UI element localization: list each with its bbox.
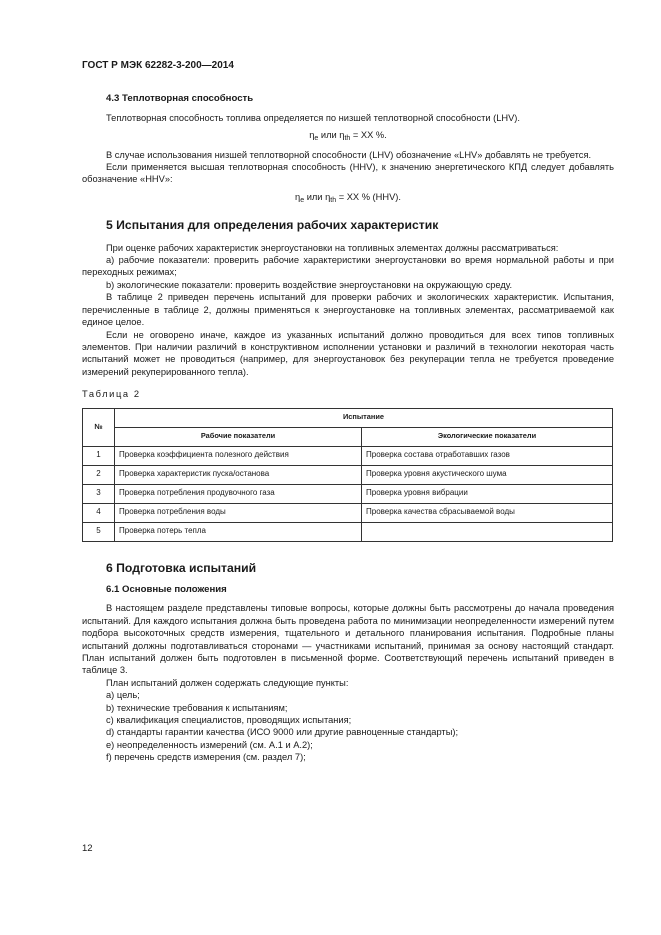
list-item: b) технические требования к испытаниям;	[106, 702, 288, 713]
eco-test: Проверка состава отработавших газов	[362, 446, 613, 465]
column-header-number: №	[83, 408, 115, 446]
paragraph: В случае использования низшей теплотворной способности (LHV) обозначение «LHV» добавлять не требуется.	[106, 149, 592, 160]
paragraph: При оценке рабочих характеристик энергоустановки на топливных элементах должны рассматриваться:	[106, 242, 559, 253]
section-6-1-title: 6.1 Основные положения	[106, 583, 227, 595]
page-number: 12	[82, 843, 93, 854]
list-item: f) перечень средств измерения (см. раздел 7);	[106, 752, 306, 763]
test-plan-list	[82, 689, 614, 763]
list-item: а) рабочие показатели: проверить рабочие характеристики энергоустановки во время нормальной работы и при переходных режимах;	[82, 255, 614, 278]
table-row	[83, 446, 613, 465]
work-test: Проверка потерь тепла	[115, 522, 362, 541]
table-caption: Таблица 2	[82, 389, 141, 400]
paragraph: Если применяется высшая теплотворная способность (HHV), к значению энергетического КПД следует добавлять обозначение «HHV»:	[82, 162, 614, 185]
row-number: 3	[83, 484, 115, 503]
table-row	[83, 484, 613, 503]
table-row	[83, 522, 613, 541]
document-header: ГОСТ Р МЭК 62282-3-200—2014	[82, 60, 234, 71]
list-item: d) стандарты гарантии качества (ИСО 9000 или другие равноценные стандарты);	[106, 727, 459, 738]
section-4-3-title: 4.3 Теплотворная способность	[106, 93, 254, 105]
list-item: e) неопределенность измерений (см. А.1 и А.2);	[106, 739, 313, 750]
row-number: 4	[83, 503, 115, 522]
list-item: b) экологические показатели: проверить воздействие энергоустановки на окружающую среду.	[106, 279, 513, 290]
formula-hhv: $\eta_e$ или $\eta_{th}$ = XX % (HHV).	[295, 191, 401, 204]
row-number: 1	[83, 446, 115, 465]
paragraph: План испытаний должен содержать следующие пункты:	[106, 677, 349, 688]
formula-lhv: $\eta_e$ или $\eta_{th}$ = XX %.	[309, 130, 387, 143]
column-header-test: Испытание	[115, 408, 613, 427]
row-number: 2	[83, 465, 115, 484]
paragraph: Теплотворная способность топлива определяется по низшей теплотворной способности (LHV).	[106, 112, 520, 123]
paragraph: В настоящем разделе представлены типовые вопросы, которые должны быть рассмотрены до начала проведения испытаний. Для каждого испытания должна быть проведена работа по минимизации неопределенности измерений путем подбора высокоточных средств измерения, тщательного и детального планирования испытания. Подробные планы испытаний должны подготавливаться сторонами — участниками испытаний, принимая за основу настоящий стандарт. План испытаний должен быть подготовлен в письменной форме. Соответствующий перечень испытаний приведен в таблице 3.	[82, 603, 614, 676]
list-item: a) цель;	[106, 690, 140, 701]
section-6-title: 6 Подготовка испытаний	[106, 560, 257, 575]
column-header-work: Рабочие показатели	[115, 427, 362, 446]
work-test: Проверка потребления воды	[115, 503, 362, 522]
tests-table	[82, 408, 613, 542]
eco-test	[362, 522, 613, 541]
section-5-title: 5 Испытания для определения рабочих характеристик	[106, 218, 439, 233]
eco-test: Проверка уровня акустического шума	[362, 465, 613, 484]
work-test: Проверка потребления продувочного газа	[115, 484, 362, 503]
paragraph: Если не оговорено иначе, каждое из указанных испытаний должно проводиться для всех типов топливных элементов. При наличии различий в конструктивном исполнении установки и различий в технологии некоторая часть испытаний может не проводиться (например, для энергоустановок без рекуперации тепла не требуется проведение измерений рекуперированного тепла).	[82, 329, 614, 377]
document-page	[82, 60, 614, 764]
work-test: Проверка коэффициента полезного действия	[115, 446, 362, 465]
table-row	[83, 503, 613, 522]
eco-test: Проверка уровня вибрации	[362, 484, 613, 503]
eco-test: Проверка качества сбрасываемой воды	[362, 503, 613, 522]
list-item: c) квалификация специалистов, проводящих испытания;	[106, 715, 352, 725]
column-header-eco: Экологические показатели	[362, 427, 613, 446]
work-test: Проверка характеристик пуска/останова	[115, 465, 362, 484]
row-number: 5	[83, 522, 115, 541]
table-row	[83, 465, 613, 484]
paragraph: В таблице 2 приведен перечень испытаний для проверки рабочих и экологических характеристик. Испытания, перечисленные в таблице 2, должны применяться к энергоустановке на топливных элементах, рассматриваемой как единое целое.	[82, 292, 614, 328]
